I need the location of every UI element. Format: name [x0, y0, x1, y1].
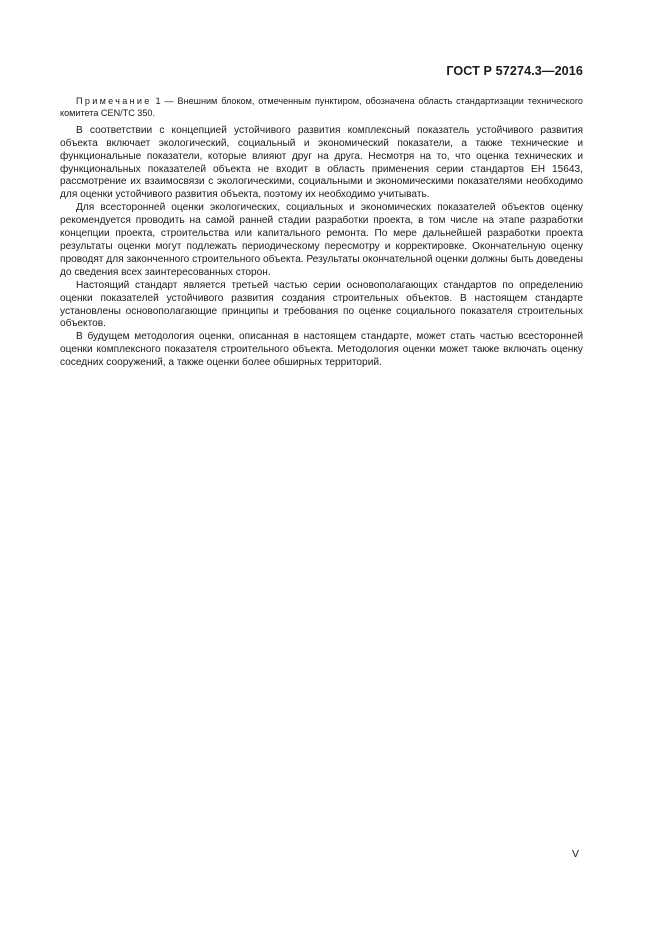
paragraph-3: Настоящий стандарт является третьей частью серии основополагающих стандартов по определению оценки показателей устойчивого развития создания строительных объектов. В настоящем стандарте установлены основополагающие принципы и требования по оценке социального показателя строительных объектов.	[60, 279, 583, 330]
note-text: 1 — Внешним блоком, отмеченным пунктиром, обозначена область стандартизации технического комитета CEN/TC 350.	[60, 96, 583, 119]
paragraph-1: В соответствии с концепцией устойчивого развития комплексный показатель устойчивого развития объекта включает экологический, социальный и экономический показатели, а также технические и функциональные показатели, которые влияют друг на друга. Несмотря на то, что оценка технических и функциональных показателей объекта не входит в область применения серии стандартов ЕН 15643, рассмотрение их взаимосвязи с экологическими, социальными и экономическими показателями необходимо для оценки устойчивого развития объекта, поэтому их необходимо учитывать.	[60, 124, 583, 201]
document-number: ГОСТ Р 57274.3—2016	[446, 64, 583, 78]
page-number: V	[571, 848, 579, 860]
note-label: Примечание	[76, 96, 152, 106]
page-content	[60, 95, 583, 370]
paragraph-4: В будущем методология оценки, описанная в настоящем стандарте, может стать частью всесторонней оценки комплексного показателя строительного объекта. Методология оценки может также включать оценку соседних сооружений, а также оценки более обширных территорий.	[60, 331, 583, 369]
note	[60, 95, 583, 120]
paragraph-2: Для всесторонней оценки экологических, социальных и экономических показателей объектов оценку рекомендуется проводить на самой ранней стадии разработки проекта, в том числе на этапе разработки концепции проекта, строительства или капитального ремонта. По мере дальнейшей разработки проекта результаты оценки могут подлежать периодическому пересмотру и корректировке. Окончательную оценку проводят для законченного строительного объекта. Результаты окончательной оценки должны быть доведены до сведения всех заинтересованных сторон.	[60, 202, 583, 278]
